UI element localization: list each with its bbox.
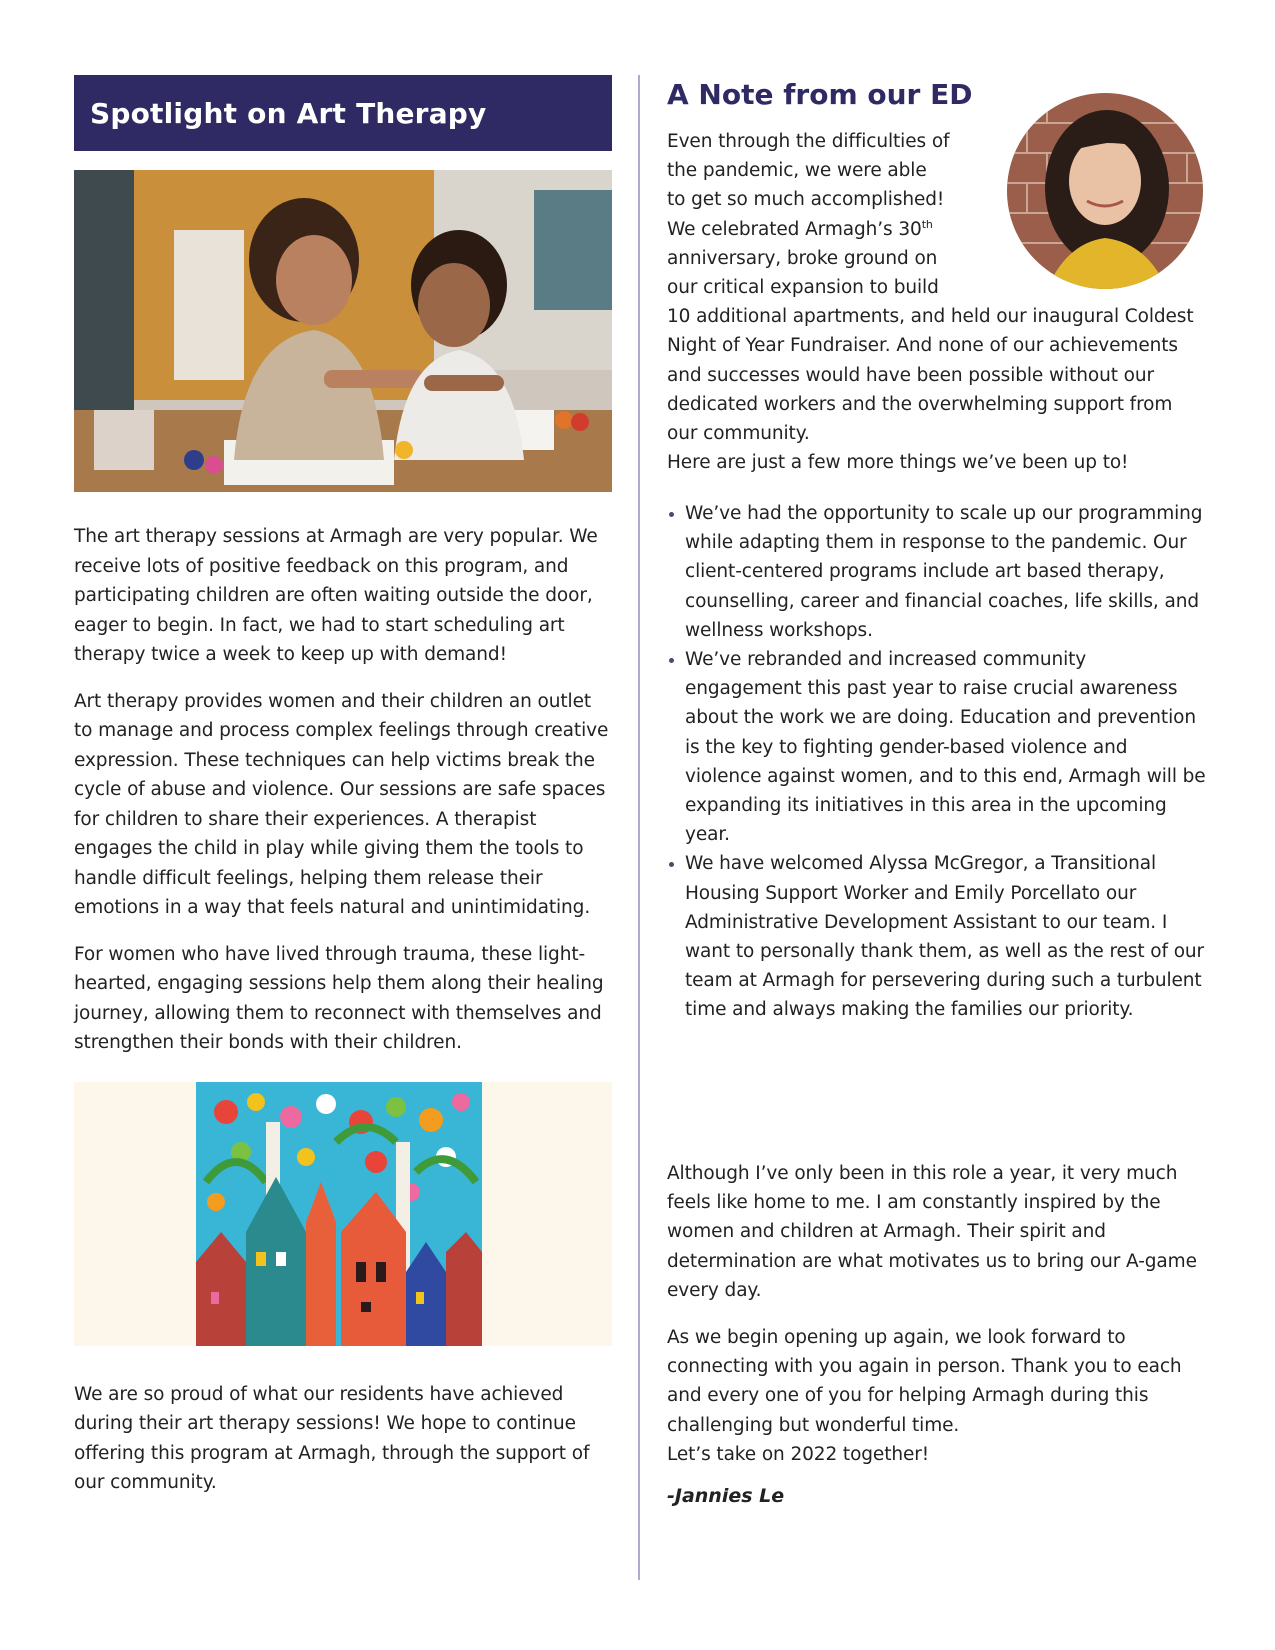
children-painting-photo [74, 170, 612, 492]
spotlight-column [74, 75, 612, 1498]
ed-signature: -Jannies Le [667, 1485, 785, 1507]
closing-paragraph-thanks [667, 1323, 1207, 1469]
list-item: We have welcomed Alyssa McGregor, a Transitional Housing Support Worker and Emily Porcellato our Administrative Development Assistant to our team. I want to personally thank them, as well as the rest of our team at Armagh for persevering during such a turbulent time and always making the families our priority. [667, 849, 1207, 1024]
intro-line-text: We celebrated Armagh’s 30 [667, 218, 922, 240]
intro-line: to get so much accomplished! [667, 189, 945, 211]
houses-artwork-image [196, 1082, 482, 1346]
intro-continuation: 10 additional apartments, and held our inaugural Coldest Night of Year Fundraiser. And none of our achievements and successes would have been possible without our dedicated workers and the overwhelming support from our community. [667, 306, 1194, 445]
intro-line: Even through the difficulties of [667, 131, 950, 152]
ordinal-suffix: th [921, 217, 933, 231]
paragraph-benefits: Art therapy provides women and their children an outlet to manage and process complex feelings through creative expression. These techniques can help victims break the cycle of abuse and violence. Our sessions are safe spaces for children to share their experiences. A therapist engages the child in play while giving them the tools to handle difficult feelings, helping them release their emotions in a way that feels natural and unintimidating. [74, 690, 609, 918]
intro-line: anniversary, broke ground on [667, 247, 938, 269]
intro-last-line: Here are just a few more things we’ve been up to! [667, 452, 1129, 474]
intro-line [667, 215, 1207, 244]
ed-note-title: A Note from our ED [667, 78, 973, 111]
accomplishments-list [667, 499, 1207, 1025]
spotlight-title: Spotlight on Art Therapy [90, 96, 487, 130]
paragraph-popularity: The art therapy sessions at Armagh are very popular. We receive lots of positive feedback on this program, and participating children are often waiting outside the door, eager to begin. In fact, we had to start scheduling art therapy twice a week to keep up with demand! [74, 526, 598, 665]
artwork-panel [74, 1082, 612, 1346]
closing-paragraph-role: Although I’ve only been in this role a year, it very much feels like home to me. I am constantly inspired by the women and children at Armagh. Their spirit and determination are what motivates us to bring our A-game every day. [667, 1163, 1197, 1301]
list-item: We’ve had the opportunity to scale up our programming while adapting them in response to the pandemic. Our client-centered programs include art based therapy, counselling, career and financial coaches, life skills, and wellness workshops. [667, 499, 1207, 645]
thanks-last-line: Let’s take on 2022 together! [667, 1443, 930, 1465]
thanks-text: As we begin opening up again, we look forward to connecting with you again in person. Thank you to each and every one of you for helping Armagh during this challenging but wonderful time. [667, 1327, 1182, 1436]
spotlight-header-bar [74, 75, 612, 151]
intro-line: our critical expansion to build [667, 277, 939, 299]
column-divider [638, 75, 640, 1580]
ed-intro [667, 127, 1207, 477]
paragraph-pride: We are so proud of what our residents have achieved during their art therapy sessions! We hope to continue offering this program at Armagh, through the support of our community. [74, 1383, 590, 1493]
list-item: We’ve rebranded and increased community engagement this past year to raise crucial awareness about the work we are doing. Education and prevention is the key to fighting gender-based violence and violence against women, and to this end, Armagh will be expanding its initiatives in this area in the upcoming year. [667, 645, 1207, 849]
intro-line: the pandemic, we were able [667, 160, 927, 182]
paragraph-women-trauma: For women who have lived through trauma, these light-hearted, engaging sessions help them along their healing journey, allowing them to reconnect with themselves and strengthen their bonds with their children. [74, 943, 604, 1053]
